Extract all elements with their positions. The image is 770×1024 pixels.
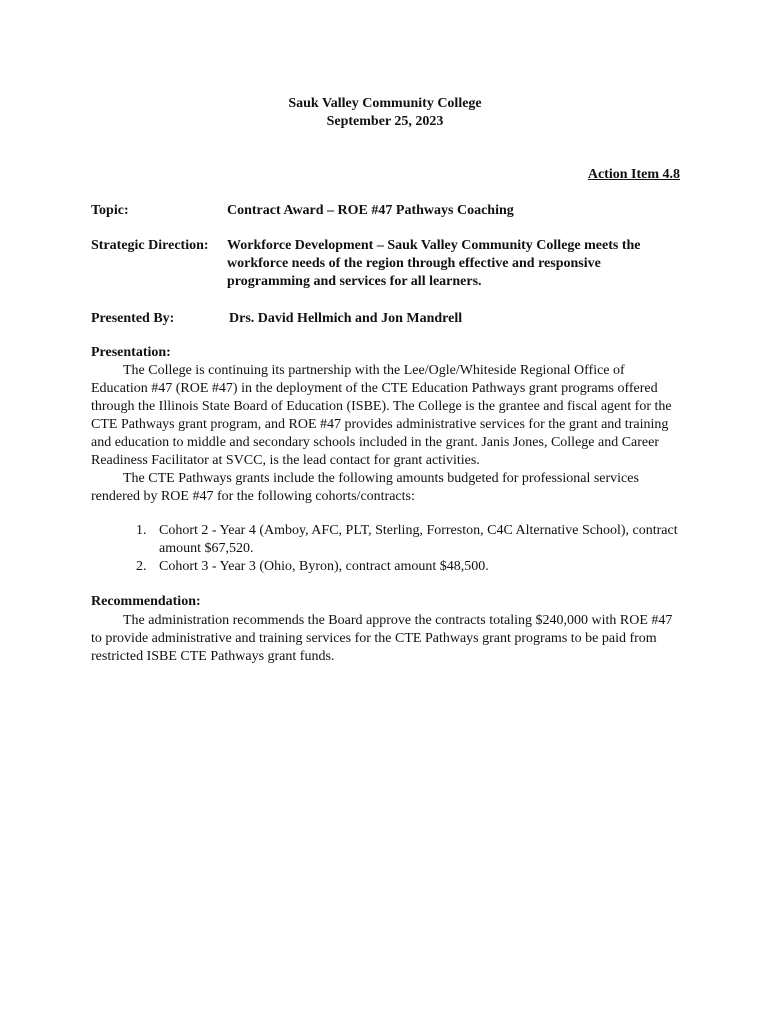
list-item-text: Cohort 3 - Year 3 (Ohio, Byron), contract amount $48,500. <box>159 559 489 574</box>
presented-by-value: Drs. David Hellmich and Jon Mandrell <box>229 311 463 326</box>
list-item-number: 1. <box>136 523 147 538</box>
presentation-heading: Presentation: <box>91 345 171 360</box>
presentation-paragraph-2: The CTE Pathways grants include the following amounts budgeted for professional services rendered by ROE #47 for the following cohorts/contracts: <box>91 471 639 504</box>
recommendation-text: The administration recommends the Board approve the contracts totaling $240,000 with ROE #47 to provide administrative and training services for the CTE Pathways grant programs to be paid from restricted ISBE CTE Pathways grant funds. <box>91 613 673 664</box>
action-item-number: Action Item 4.8 <box>587 167 680 182</box>
list-item-text: Cohort 2 - Year 4 (Amboy, AFC, PLT, Sterling, Forreston, C4C Alternative School), contract amount $67,520. <box>159 523 678 556</box>
document-header <box>0 95 770 131</box>
recommendation-body <box>91 612 681 666</box>
topic-label: Topic: <box>91 203 129 218</box>
list-item <box>136 522 681 558</box>
institution-name: Sauk Valley Community College <box>288 96 482 111</box>
strategic-direction-value: Workforce Development – Sauk Valley Community College meets the workforce needs of the region through effective and responsive programming and services for all learners. <box>227 238 641 289</box>
list-item <box>136 558 681 576</box>
presented-by-label: Presented By: <box>91 311 175 326</box>
topic-value: Contract Award – ROE #47 Pathways Coaching <box>227 203 514 218</box>
presentation-body <box>91 362 681 506</box>
recommendation-heading: Recommendation: <box>91 594 201 609</box>
list-item-number: 2. <box>136 559 147 574</box>
strategic-direction-label: Strategic Direction: <box>91 238 209 253</box>
meeting-date: September 25, 2023 <box>326 114 444 129</box>
cohort-list <box>136 522 681 576</box>
presentation-paragraph-1: The College is continuing its partnership with the Lee/Ogle/Whiteside Regional Office of Education #47 (ROE #47) in the deployment of the CTE Education Pathways grant programs offered through the Illinois State Board of Education (ISBE). The College is the grantee and fiscal agent for the CTE Pathways grant program, and ROE #47 provides administrative services for the grant and training and education to middle and secondary schools included in the grant. Janis Jones, College and Career Readiness Facilitator at SVCC, is the lead contact for grant activities. <box>91 363 672 468</box>
